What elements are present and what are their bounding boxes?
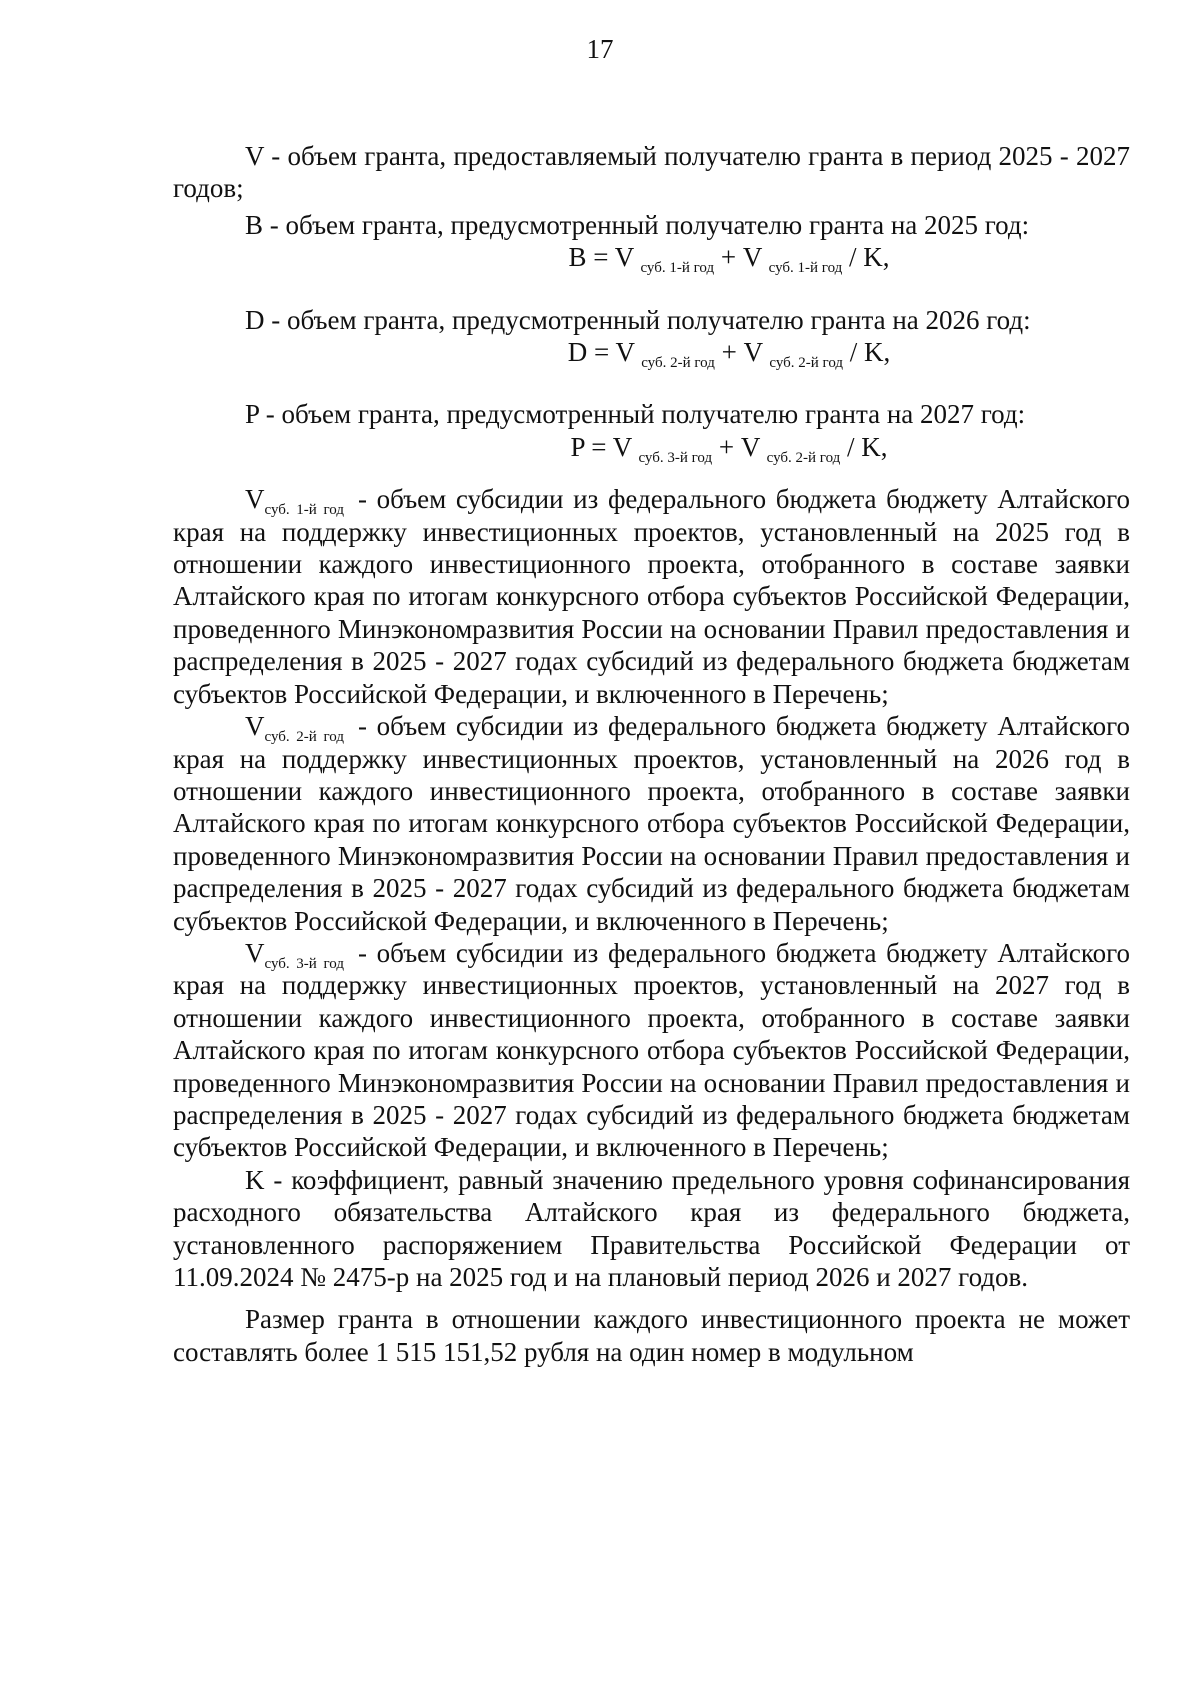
symbol-v: V <box>245 937 265 968</box>
paragraph-b-definition: B - объем гранта, предусмотренный получателю гранта на 2025 год: <box>245 209 1030 240</box>
paragraph-p-definition: P - объем гранта, предусмотренный получателю гранта на 2027 год: <box>245 399 1026 430</box>
paragraph-vsub2-definition <box>173 710 1130 937</box>
formula-p-sub1: суб. 3-й год <box>638 449 713 466</box>
formula-d-sub2: суб. 2-й год <box>769 355 844 372</box>
formula-plus: + V <box>720 242 762 273</box>
paragraph-k-definition: K - коэффициент, равный значению предельного уровня софинансирования расходного обязательства Алтайского края из федерального бюджета, установленного распоряжением Правительства Российской Федерации от 11.09.2024 № 2475-р на 2025 год и на плановый период 2026 и 2027 годов. <box>173 1164 1130 1292</box>
formula-d-lhs: D <box>567 337 588 368</box>
paragraph-vsub3-definition <box>173 937 1130 1164</box>
vsub1-text: - объем субсидии из федерального бюджета бюджету Алтайского края на поддержку инвестиционных проектов, установленный на 2025 год в отношении каждого инвестиционного проекта, отобранного в составе заявки Алтайского края по итогам конкурсного отбора субъектов Российской Федерации, проведенного Минэкономразвития России на основании Правил предоставления и распределения в 2025 - 2027 годах субсидий из федерального бюджета бюджетам субъектов Российской Федерации, и включенного в Перечень; <box>173 484 1130 709</box>
vsub3-text: - объем субсидии из федерального бюджета бюджету Алтайского края на поддержку инвестиционных проектов, установленный на 2027 год в отношении каждого инвестиционного проекта, отобранного в составе заявки Алтайского края по итогам конкурсного отбора субъектов Российской Федерации, проведенного Минэкономразвития России на основании Правил предоставления и распределения в 2025 - 2027 годах субсидий из федерального бюджета бюджетам субъектов Российской Федерации, и включенного в Перечень; <box>173 937 1130 1163</box>
formula-plus: + V <box>721 337 763 368</box>
page-number: 17 <box>586 34 614 64</box>
formula-plus: + V <box>718 431 760 462</box>
formula-p-lhs: P <box>570 431 585 462</box>
symbol-vsub2-subscript: суб. 2-й год <box>264 729 344 746</box>
formula-eq: = V <box>591 431 632 462</box>
document-body <box>173 140 1130 1368</box>
formula-b-sub1: суб. 1-й год <box>640 260 715 277</box>
symbol-vsub1-subscript: суб. 1-й год <box>264 502 344 519</box>
formula-d <box>173 336 1130 372</box>
symbol-v: V <box>245 711 265 742</box>
formula-d-sub1: суб. 2-й год <box>641 355 715 372</box>
formula-eq: = V <box>593 242 634 273</box>
symbol-vsub3-subscript: суб. 3-й год <box>264 955 344 972</box>
paragraph-vsub1-definition <box>173 483 1130 710</box>
paragraph-d-definition: D - объем гранта, предусмотренный получателю гранта на 2026 год: <box>245 304 1031 335</box>
paragraph-v-definition: V - объем гранта, предоставляемый получателю гранта в период 2025 - 2027 годов; <box>173 141 1130 204</box>
formula-b-lhs: B <box>568 242 587 273</box>
symbol-v: V <box>245 484 265 515</box>
formula-b-tail: / K, <box>842 242 890 273</box>
paragraph-grant-size: Размер гранта в отношении каждого инвестиционного проекта не может составлять более 1 515 151,52 рубля на один номер в модульном <box>173 1304 1130 1367</box>
formula-b <box>173 241 1130 277</box>
formula-p-sub2: суб. 2-й год <box>766 449 841 466</box>
vsub2-text: - объем субсидии из федерального бюджета бюджету Алтайского края на поддержку инвестиционных проектов, установленный на 2026 год в отношении каждого инвестиционного проекта, отобранного в составе заявки Алтайского края по итогам конкурсного отбора субъектов Российской Федерации, проведенного Минэкономразвития России на основании Правил предоставления и распределения в 2025 - 2027 годах субсидий из федерального бюджета бюджетам субъектов Российской Федерации, и включенного в Перечень; <box>173 711 1130 936</box>
formula-p-tail: / K, <box>840 431 888 462</box>
formula-d-tail: / K, <box>843 337 891 368</box>
formula-eq: = V <box>593 337 635 368</box>
formula-b-sub2: суб. 1-й год <box>768 260 843 277</box>
formula-p <box>173 431 1130 466</box>
